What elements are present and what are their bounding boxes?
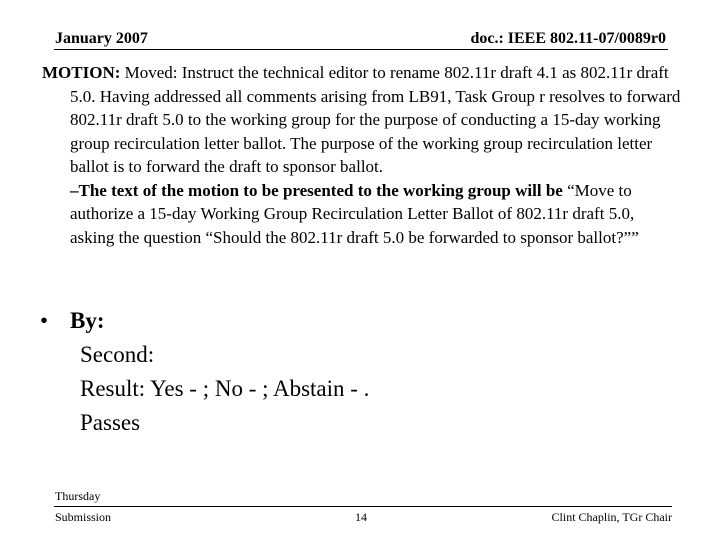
motion-presented-label: –The text of the motion to be presented to the working group will be (70, 180, 563, 200)
vote-by-label: By: (70, 308, 105, 333)
motion-paragraph (42, 61, 682, 179)
header-doc-id: doc.: IEEE 802.11-07/0089r0 (470, 30, 666, 47)
vote-second: Second: (80, 342, 155, 367)
motion-presented-paragraph (42, 179, 682, 250)
bullet-icon: • (40, 308, 49, 333)
motion-body: Moved: Instruct the technical editor to rename 802.11r draft 4.1 as 802.11r draft 5.0. Having addressed all comments arising from LB91, Task Group r resolves to forward 802.11r draft 5.0 to the working group for the purpose of conducting a 15-day working group recirculation letter ballot. The purpose of the working group recirculation letter ballot is to forward the draft to sponsor ballot. (70, 63, 681, 176)
footer-divider (54, 506, 672, 507)
header-date: January 2007 (55, 30, 148, 47)
vote-outcome: Passes (80, 410, 141, 435)
footer-author: Clint Chaplin, TGr Chair (551, 510, 672, 524)
footer-submission: Submission (55, 510, 112, 524)
footer-page-number: 14 (355, 510, 367, 524)
motion-label: MOTION: (42, 63, 121, 82)
motion-text-block (42, 61, 682, 249)
vote-block (30, 304, 369, 440)
header-divider (54, 49, 668, 50)
vote-result: Result: Yes - ; No - ; Abstain - . (80, 376, 370, 401)
footer-day: Thursday (55, 489, 101, 503)
vote-by-row (30, 304, 369, 338)
motion-presented-text: “Move to authorize a 15-day Working Group Recirculation Letter Ballot of 802.11r draft 5.0, asking the question “Should the 802.11r draft 5.0 be forwarded to sponsor ballot?”” (70, 180, 639, 247)
